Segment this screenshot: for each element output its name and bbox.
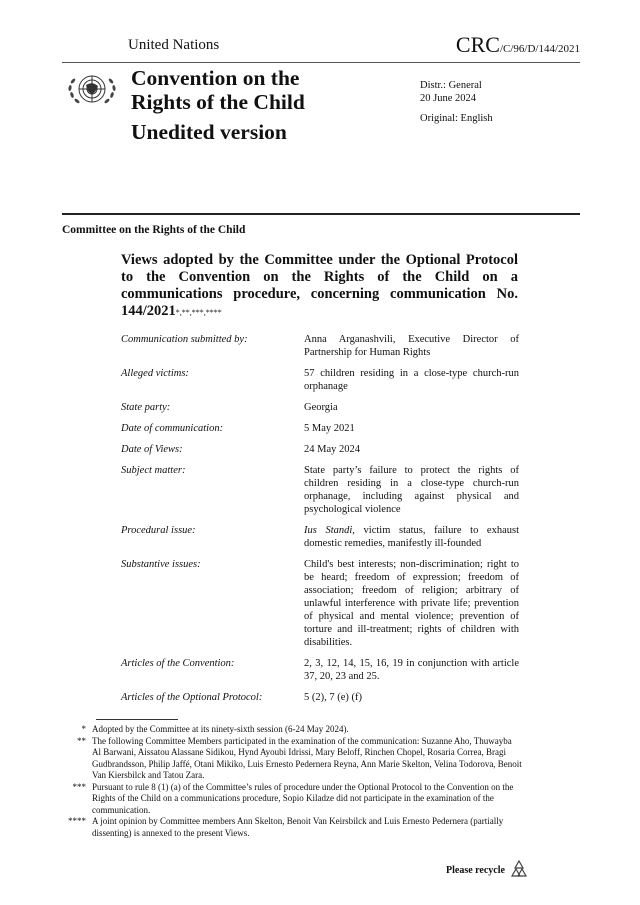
- meta-label: Articles of the Optional Protocol:: [121, 692, 263, 703]
- recycle-label: Please recycle: [446, 865, 505, 876]
- meta-value: 5 May 2021: [304, 423, 355, 434]
- meta-label: Substantive issues:: [121, 559, 201, 570]
- footnote-mark: ***: [72, 781, 86, 792]
- meta-label: Procedural issue:: [121, 525, 196, 536]
- organization-name: United Nations: [128, 37, 220, 53]
- distribution: Distr.: General: [420, 80, 482, 91]
- meta-label: Communication submitted by:: [121, 334, 248, 345]
- symbol-main: CRC: [455, 32, 500, 57]
- recycle-notice: [446, 858, 530, 883]
- footnote: [62, 782, 522, 817]
- footnote-text: Adopted by the Committee at its ninety-sixth session (6-24 May 2024).: [92, 724, 349, 734]
- meta-row: [121, 657, 519, 683]
- footnotes: [62, 724, 522, 839]
- document-title: [131, 66, 305, 114]
- section-rule: [62, 213, 580, 215]
- meta-value: 2, 3, 12, 14, 15, 16, 19 in conjunction with article 37, 20, 23 and 25.: [304, 658, 519, 682]
- views-title-text: Views adopted by the Committee under the Optional Protocol to the Convention on the Rights of the Child on a communications procedure, concerning communication No. 144/2021: [121, 252, 518, 319]
- meta-label: Subject matter:: [121, 465, 186, 476]
- un-emblem-icon: [64, 67, 120, 111]
- edition-label: Unedited version: [131, 120, 287, 144]
- meta-value: 57 children residing in a close-type church-run orphanage: [304, 368, 519, 392]
- title-line-1: Convention on the: [131, 66, 300, 90]
- meta-value-rest: , victim status, failure to exhaust domestic remedies, manifestly ill-founded: [304, 525, 520, 549]
- meta-row: [121, 422, 519, 435]
- meta-row: [121, 367, 519, 393]
- meta-value: Anna Arganashvili, Executive Director of Partnership for Human Rights: [304, 334, 519, 358]
- title-line-2: Rights of the Child: [131, 90, 305, 114]
- footnote-text: Pursuant to rule 8 (1) (a) of the Committee’s rules of procedure under the Optional Protocol to the Convention on the Rights of the Child on a communications procedure, Sopio Kiladze did not participate in the examination of the communication.: [92, 781, 514, 815]
- meta-label: Date of communication:: [121, 423, 224, 434]
- meta-row: [121, 691, 519, 704]
- meta-value: 24 May 2024: [304, 444, 360, 455]
- meta-row: [121, 524, 519, 550]
- meta-row: [121, 558, 519, 649]
- meta-value: Child's best interests; non-discrimination; right to be heard; freedom of expression; freedom of association; freedom of religion; arbitrary of unlawful interference with private life; prevention of physical and mental violence; prevention of torture and ill-treatment; rights of children with disabilities.: [304, 559, 519, 648]
- footnote-mark: *: [81, 724, 86, 734]
- committee-name: Committee on the Rights of the Child: [62, 224, 246, 236]
- header-rule: [62, 62, 580, 63]
- meta-label: Alleged victims:: [121, 368, 189, 379]
- meta-row: [121, 333, 519, 359]
- footnote: [62, 736, 522, 782]
- meta-row: [121, 464, 519, 516]
- footnote-text: The following Committee Members participated in the examination of the communication: Suzanne Aho, Thuwayba Al Barwani, Aissatou Alassane Sidikou, Hynd Ayoubi Idrissi, Mary Beloff, Rinchen Chopel, Rosaria Correa, Bragi Gudbrandsson, Philip Jaffé, Otani Mikiko, Luis Ernesto Pedernera Reyna, Ann Marie Skelton, Velina Todorova, Benoit Van Kiersbilck and Tatou Zara.: [92, 735, 522, 780]
- meta-value: 5 (2), 7 (e) (f): [304, 692, 363, 703]
- original-language: Original: English: [420, 113, 493, 124]
- document-symbol: [456, 32, 580, 58]
- meta-label: Articles of the Convention:: [121, 658, 235, 669]
- symbol-suffix: /C/96/D/144/2021: [499, 43, 580, 55]
- footnote-mark: **: [77, 735, 86, 746]
- meta-value: Georgia: [304, 402, 338, 413]
- views-title: [121, 252, 518, 321]
- footnote: [62, 816, 522, 839]
- meta-row: [121, 443, 519, 456]
- meta-value: [304, 524, 519, 550]
- meta-value: State party’s failure to protect the rights of children residing in a close-type church-run orphanage, including against physical and psychological violence: [304, 465, 519, 515]
- footnote-marks: *,**,***,****: [175, 308, 222, 317]
- footnote: [62, 724, 522, 736]
- recycle-icon: [508, 858, 530, 883]
- meta-label: Date of Views:: [121, 444, 183, 455]
- distribution-block: [420, 79, 482, 105]
- meta-label: State party:: [121, 402, 171, 413]
- footnote-text: A joint opinion by Committee members Ann Skelton, Benoit Van Keirsbilck and Luis Ernesto Pedernera (partially dissenting) is annexed to the present Views.: [92, 816, 504, 838]
- metadata-table: [121, 333, 519, 712]
- meta-value-italic: Ius Standi: [304, 525, 353, 536]
- meta-row: [121, 401, 519, 414]
- issue-date: 20 June 2024: [420, 93, 476, 104]
- footnote-rule: [96, 719, 178, 720]
- footnote-mark: ****: [68, 816, 86, 826]
